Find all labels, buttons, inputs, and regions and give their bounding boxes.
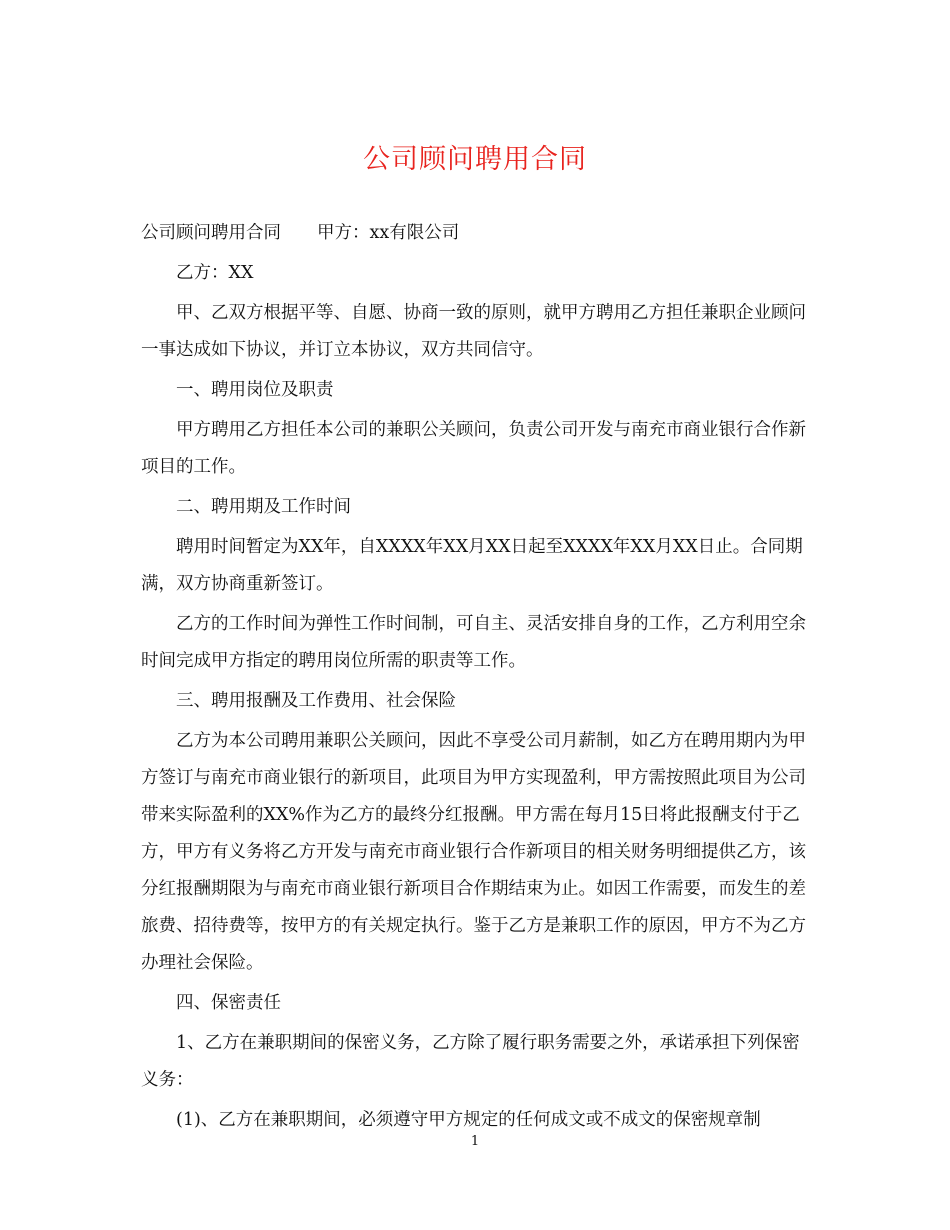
section-1-paragraph: 甲方聘用乙方担任本公司的兼职公关顾问，负责公司开发与南充市商业银行合作新项目的工作。 — [141, 420, 806, 477]
section-heading-3: 三、聘用报酬及工作费用、社会保险 — [176, 691, 456, 711]
section-2-paragraph-1: 聘用时间暂定为XX年，自XXXX年XX月XX日起至XXXX年XX月XX日止。合同期满，双方协商重新签订。 — [141, 537, 803, 594]
party-b-line: 乙方：XX — [176, 263, 254, 283]
header-left-text: 公司顾问聘用合同 — [141, 223, 281, 243]
page-number: 1 — [470, 1134, 480, 1149]
section-3-paragraph: 乙方为本公司聘用兼职公关顾问，因此不享受公司月薪制，如乙方在聘用期内为甲方签订与南充市商业银行的新项目，此项目为甲方实现盈利，甲方需按照此项目为公司带来实际盈利的XX%作为乙方的最终分红报酬。甲方需在每月15日将此报酬支付于乙方，甲方有义务将乙方开发与南充市商业银行合作新项目的相关财务明细提供乙方，该分红报酬期限为与南充市商业银行新项目合作期结束为止。如因工作需要，而发生的差旅费、招待费等，按甲方的有关规定执行。鉴于乙方是兼职工作的原因，甲方不为乙方办理社会保险。 — [141, 731, 806, 973]
intro-paragraph: 甲、乙双方根据平等、自愿、协商一致的原则，就甲方聘用乙方担任兼职企业顾问一事达成如下协议，并订立本协议，双方共同信守。 — [141, 303, 806, 360]
header-line — [141, 215, 811, 252]
section-heading-2: 二、聘用期及工作时间 — [176, 497, 351, 517]
party-a-text: 甲方：xx有限公司 — [317, 223, 460, 243]
section-4-paragraph-2: (1)、乙方在兼职期间，必须遵守甲方规定的任何成文或不成文的保密规章制 — [176, 1110, 761, 1130]
document-title: 公司顾问聘用合同 — [363, 144, 587, 175]
section-2-paragraph-2: 乙方的工作时间为弹性工作时间制，可自主、灵活安排自身的工作，乙方利用空余时间完成甲方指定的聘用岗位所需的职责等工作。 — [141, 614, 806, 671]
document-body — [141, 215, 811, 1142]
section-4-paragraph-1: 1、乙方在兼职期间的保密义务，乙方除了履行职务需要之外，承诺承担下列保密义务： — [141, 1033, 800, 1090]
section-heading-4: 四、保密责任 — [176, 993, 281, 1013]
section-heading-1: 一、聘用岗位及职责 — [176, 380, 334, 400]
